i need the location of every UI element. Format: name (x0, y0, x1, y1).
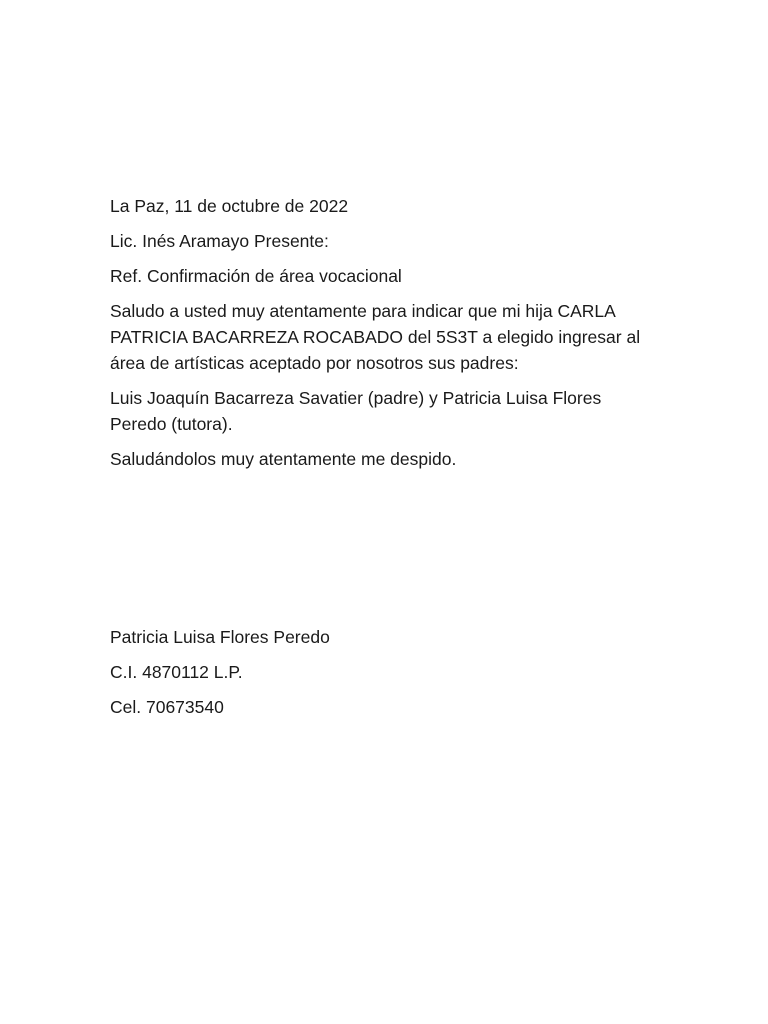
date-line: La Paz, 11 de octubre de 2022 (110, 196, 349, 216)
signer-name: Patricia Luisa Flores Peredo (110, 627, 330, 647)
recipient-line: Lic. Inés Aramayo Presente: (110, 231, 329, 251)
paragraph-parents-line-2: Peredo (tutora). (110, 414, 233, 434)
letter-body (110, 193, 670, 481)
paragraph-parents-line-1: Luis Joaquín Bacarreza Savatier (padre) y Patricia Luisa Flores (110, 388, 602, 408)
reference-line: Ref. Confirmación de área vocacional (110, 266, 402, 286)
paragraph-main-line-2: PATRICIA BACARREZA ROCABADO del 5S3T a elegido ingresar al (110, 327, 641, 347)
closing-line: Saludándolos muy atentamente me despido. (110, 449, 457, 469)
paragraph-parents (110, 385, 670, 437)
signer-id: C.I. 4870112 L.P. (110, 662, 243, 682)
paragraph-main-line-1: Saludo a usted muy atentamente para indicar que mi hija CARLA (110, 301, 616, 321)
paragraph-main (110, 298, 670, 376)
paragraph-main-line-3: área de artísticas aceptado por nosotros sus padres: (110, 353, 519, 373)
signer-phone: Cel. 70673540 (110, 697, 224, 717)
signature-block (110, 624, 670, 729)
